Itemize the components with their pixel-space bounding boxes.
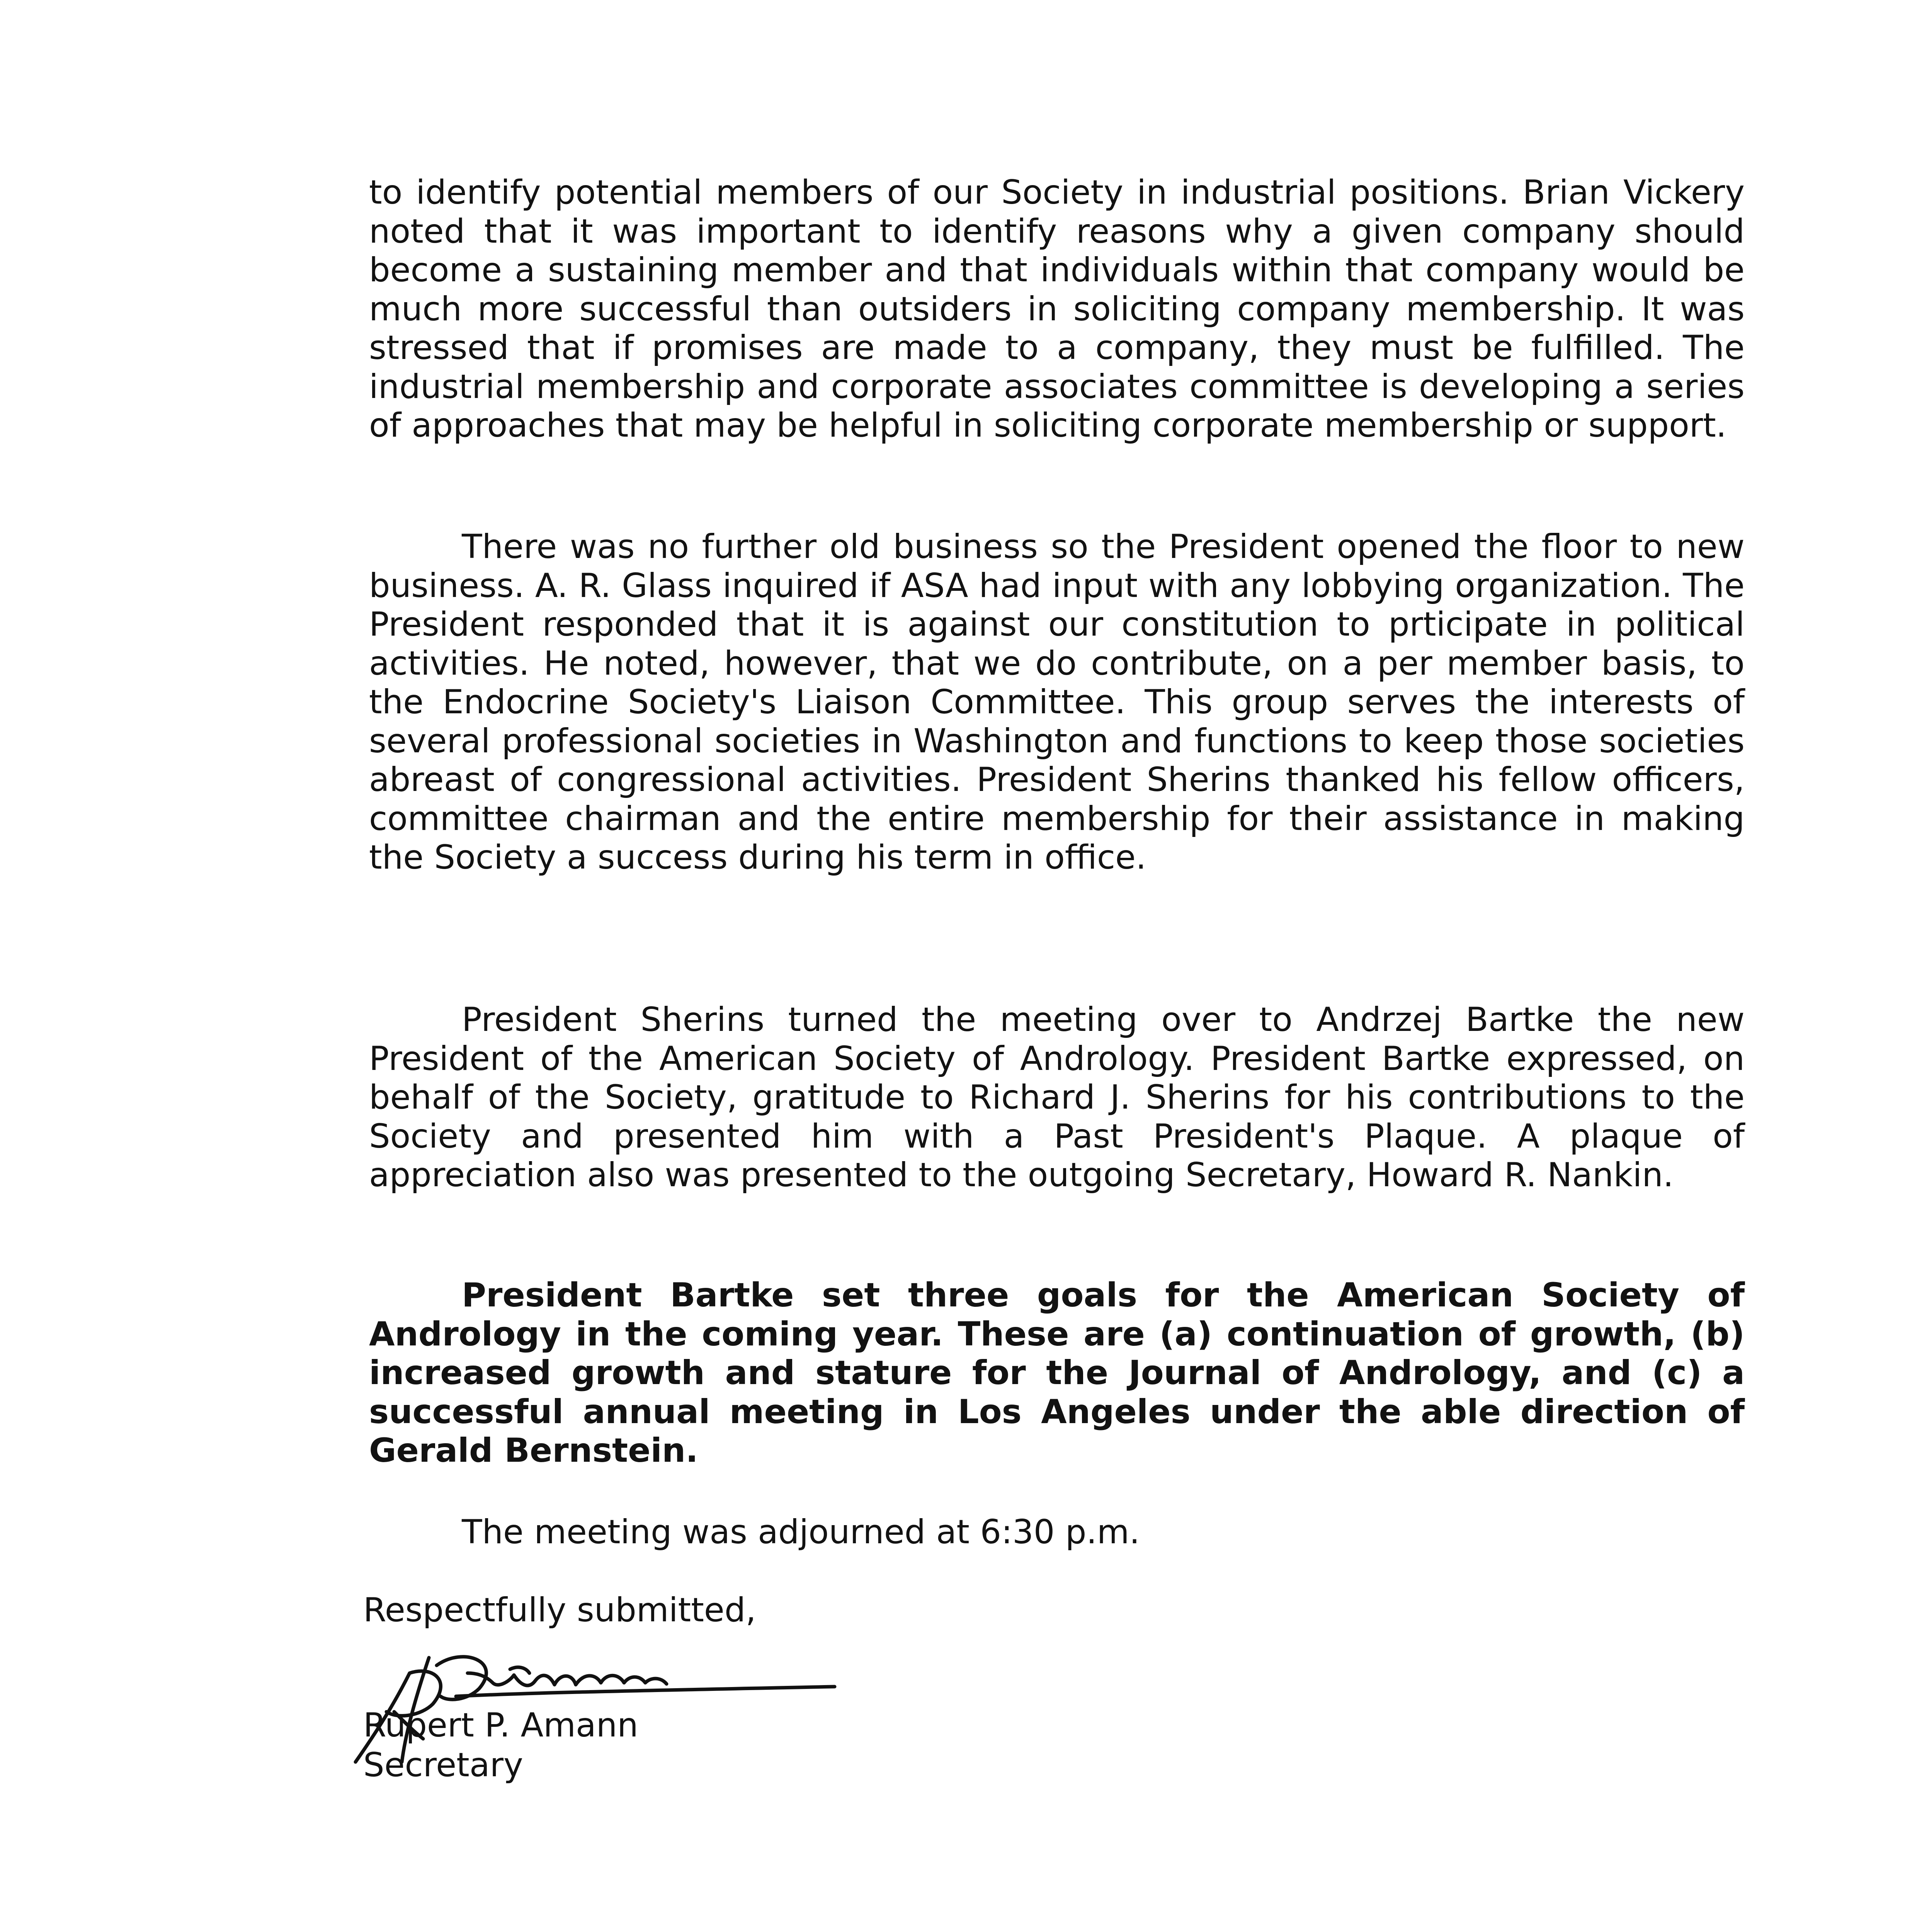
paragraph-new-business: There was no further old business so the President opened the floor to new business. A. R. Glass inquired if ASA had input with any lobbying organization. The President responded that it is against our constitution to prticipate in political activities. He noted, however, that we do contribute, on a per member basis, to the Endocrine Society's Liaison Committee. This group serves the interests of several professional societies in Washington and functions to keep those societies abreast of congressional activities. President Sherins thanked his fellow officers, committee chairman and the entire membership for their assistance in making the Society a success during his term in office. [369, 527, 1745, 877]
adjournment-line: The meeting was adjourned at 6:30 p.m. [462, 1513, 1140, 1551]
paragraph-new-president: President Sherins turned the meeting over to Andrzej Bartke the new President of the American Society of Andrology. President Bartke expressed, on behalf of the Society, gratitude to Richard J. Sherins for his contributions to the Society and presented him with a Past President's Plaque. A plaque of appreciation also was presented to the outgoing Secretary, Howard R. Nankin. [369, 1000, 1745, 1194]
closing-line: Respectfully submitted, [363, 1591, 756, 1629]
signatory-title: Secretary [363, 1746, 523, 1784]
paragraph-goals: President Bartke set three goals for the American Society of Andrology in the coming year. These are (a) continuation of growth, (b) increased growth and stature for the Journal of Andrology, and (c) a successful annual meeting in Los Angeles under the able direction of Gerald Bernstein. [369, 1276, 1745, 1470]
paragraph-industrial-membership: to identify potential members of our Society in industrial positions. Brian Vickery noted that it was important to identify reasons why a given company should become a sustaining member and that individuals within that company would be much more successful than outsiders in soliciting company membership. It was stressed that if promises are made to a company, they must be fulfilled. The industrial membership and corporate associates committee is developing a series of approaches that may be helpful in soliciting corporate membership or support. [369, 173, 1745, 445]
signatory-name: Rupert P. Amann [363, 1706, 638, 1745]
